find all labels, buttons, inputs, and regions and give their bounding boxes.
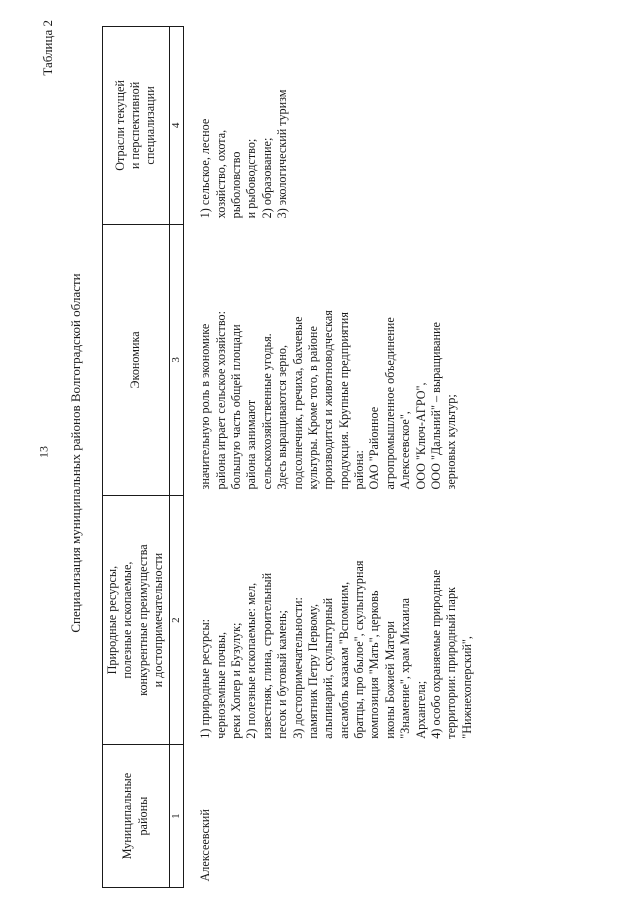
text-line: ОАО "Районное [367,406,382,490]
document-title: Специализация муниципальных районов Волгоградской области [68,273,83,633]
specialization-table [102,26,475,888]
text-line: ООО "Дальний" – выращивание [428,322,443,490]
header-line: полезные ископаемые, [120,561,135,679]
header-economy [103,224,170,495]
table-label: Таблица 2 [40,20,55,76]
page-number: 13 [36,446,51,458]
text-line: Алексеевское", [398,411,413,490]
column-number-1: 1 [169,745,184,888]
text-line: подсолнечник, гречиха, бахчевые [290,316,305,490]
cell-resources [184,496,475,745]
text-line: известняк, глина, строительный [259,572,274,739]
text-line: ансамбль казакам "Вспомним, [336,581,351,739]
text-line: 1) природные ресурсы: [198,618,213,739]
text-line: сельскохозяйственные угодья. [259,333,274,490]
header-line: районы [135,796,150,836]
text-line: зерновых культур; [444,394,459,490]
column-number-3: 3 [169,224,184,495]
text-line: реки Хопер и Бузулук; [229,622,244,739]
text-line: рыболовство [229,151,244,219]
cell-economy [184,224,475,495]
header-specialization-sectors [103,27,170,225]
header-line: Экономика [128,331,143,389]
header-line: Природные ресурсы, [105,565,119,675]
header-line: Отрасли текущей [112,80,127,171]
text-line: района: [352,450,367,490]
text-line: большую часть общей площади [229,324,244,490]
text-line: черноземные почвы, [213,631,228,739]
header-line: и перспективной [128,81,143,170]
text-line: продукция. Крупные предприятия [336,312,351,490]
header-municipal-districts [103,745,170,888]
header-line: Муниципальные [120,772,135,860]
text-line: иконы Божией Матери [382,621,397,739]
text-line: 2) полезные ископаемые: мел, [244,582,259,739]
header-line: специализации [143,86,158,165]
cell-district [184,745,475,888]
text-line: 3) достопримечательности: [290,597,305,739]
text-line: братцы, про былое", скульптурная [352,560,367,739]
text-line: агропромышленное объединение [382,317,397,490]
column-number-row [169,27,184,888]
header-line: конкурентные преимущества [135,544,150,696]
text-line: 4) особо охраняемые природные [428,569,443,739]
text-line: 1) сельское, лесное [198,118,213,219]
text-line: района играет сельское хозяйство: [213,311,228,490]
text-line: "Нижнехоперский", [459,636,474,739]
text-line: территории: природный парк [444,587,459,739]
text-line: "Знамение", храм Михаила [398,597,413,739]
text-line: альпинарий, скульптурный [321,597,336,739]
text-line: памятник Петру Первому, [305,603,320,739]
header-line: и достопримечательности [151,552,166,688]
text-line: 2) образование; [259,137,274,219]
column-number-2: 2 [169,496,184,745]
district-name: Алексеевский [198,809,213,882]
text-line: хозяйство, охота, [213,129,228,219]
text-line: композиция "Мать", церковь [367,590,382,739]
table-row [184,27,475,888]
text-line: Архангела; [413,680,428,739]
column-number-4: 4 [169,27,184,225]
header-natural-resources [103,496,170,745]
rotated-page-content [40,18,600,888]
text-line: производится и животноводческая [321,310,336,490]
cell-sectors [184,27,475,225]
text-line: и рыбоводство; [244,138,259,219]
text-line: Здесь выращиваются зерно, [275,344,290,490]
text-line: ООО "Ключ-АГРО", [413,382,428,490]
text-line: культуры. Кроме того, в районе [305,326,320,490]
text-line: 3) экологический туризм [275,89,290,219]
text-line: значительную роль в экономике [198,323,213,490]
text-line: района занимают [244,399,259,490]
header-row [103,27,170,888]
text-line: песок и бутовый камень; [275,610,290,739]
